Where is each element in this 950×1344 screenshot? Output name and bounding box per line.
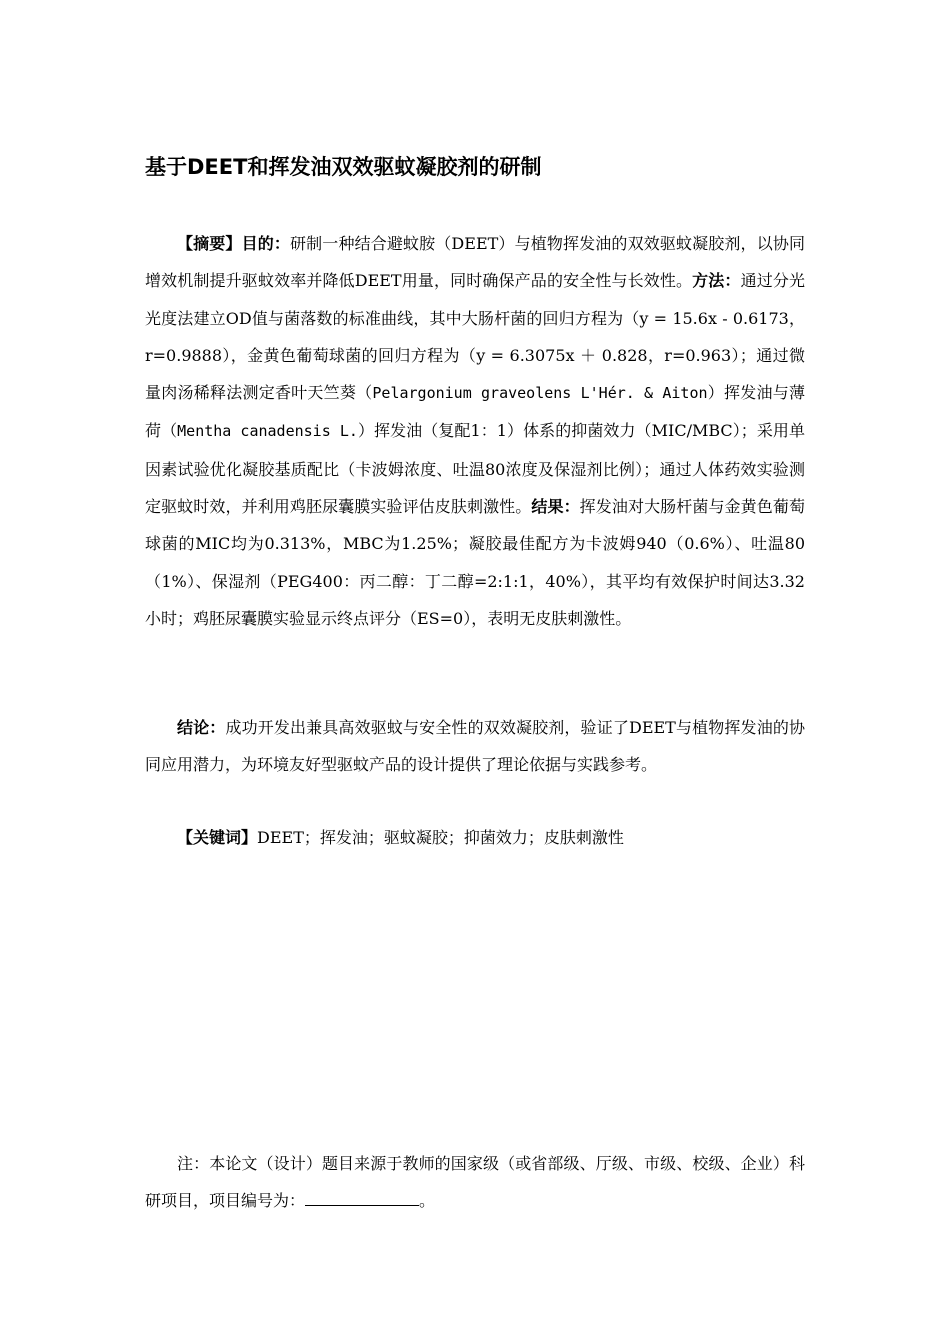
keywords-text: DEET；挥发油；驱蚊凝胶；抑菌效力；皮肤刺激性 bbox=[257, 828, 624, 847]
objective-text: 研制一种结合避蚊胺（DEET）与植物挥发油的双效驱蚊凝胶剂，以协同增效机制提升驱蚊效率并降低DEET用量，同时确保产品的安全性与长效性。 bbox=[145, 234, 805, 291]
method-text-4: ）挥发油与薄荷（ bbox=[145, 383, 805, 441]
objective-label: 目的： bbox=[241, 234, 291, 253]
paper-title: 基于DEET和挥发油双效驱蚊凝胶剂的研制 bbox=[145, 155, 542, 179]
conclusion-label: 结论： bbox=[177, 718, 226, 737]
abstract-paragraph bbox=[145, 225, 805, 637]
latin-name-2: Mentha canadensis L. bbox=[177, 422, 358, 441]
method-text-3: ）；通过微量肉汤稀释法测定香叶天竺葵（ bbox=[145, 345, 805, 403]
note-suffix: 。 bbox=[419, 1191, 436, 1211]
method-label: 方法： bbox=[692, 271, 741, 291]
equation-1: y = 15.6x - 0.6173，r=0.9888 bbox=[145, 308, 805, 365]
method-text-5: ）挥发油（复配1：1）体系的抑菌效力（MIC/MBC）；采用单因素试验优化凝胶基质配比（卡波姆浓度、吐温80浓度及保湿剂比例）；通过人体药效实验测定驱蚊时效，并利用鸡胚尿囊膜实验评估皮肤刺激性。 bbox=[145, 421, 805, 517]
result-text: 挥发油对大肠杆菌与金黄色葡萄球菌的MIC均为0.313%，MBC为1.25%；凝胶最佳配方为卡波姆940（0.6%）、吐温80（1%）、保湿剂（PEG400：丙二醇：丁二醇=2:1:1，40%），其平均有效保护时间达3.32小时；鸡胚尿囊膜实验显示终点评分（ES=0），表明无皮肤刺激性。 bbox=[145, 497, 805, 628]
keywords-label: 【关键词】 bbox=[177, 828, 258, 847]
latin-name-1: Pelargonium graveolens L'Hér. & Aiton bbox=[372, 384, 708, 403]
equation-2: y = 6.3075x ＋ 0.828，r=0.963 bbox=[476, 345, 732, 365]
note-text: 注：本论文（设计）题目来源于教师的国家级（或省部级、厅级、市级、校级、企业）科研项目，项目编号为： bbox=[145, 1154, 805, 1211]
result-label: 结果： bbox=[531, 497, 580, 517]
method-text-1: 通过分光光度法建立OD值与菌落数的标准曲线，其中大肠杆菌的回归方程为（ bbox=[145, 271, 805, 328]
project-number-blank bbox=[305, 1189, 419, 1206]
conclusion-paragraph bbox=[145, 709, 805, 784]
method-text-2: ），金黄色葡萄球菌的回归方程为（ bbox=[222, 345, 477, 365]
keywords-paragraph bbox=[145, 819, 805, 856]
conclusion-text: 成功开发出兼具高效驱蚊与安全性的双效凝胶剂，验证了DEET与植物挥发油的协同应用潜力，为环境友好型驱蚊产品的设计提供了理论依据与实践参考。 bbox=[145, 718, 805, 775]
note-paragraph bbox=[145, 1145, 805, 1220]
abstract-label: 【摘要】 bbox=[177, 234, 242, 253]
